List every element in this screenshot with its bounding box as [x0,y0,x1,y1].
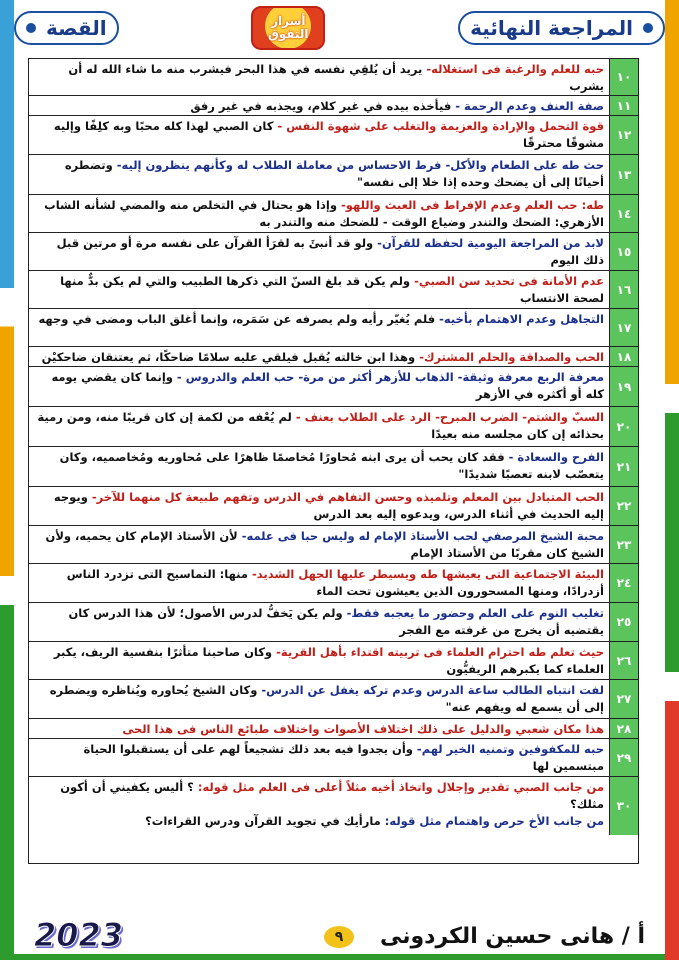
row-number: ٢٦ [609,642,638,679]
row-number: ٢٠ [609,407,638,446]
row-content [29,309,609,346]
table-row [29,116,638,155]
row-number: ١٨ [609,347,638,366]
row-number: ١٤ [609,195,638,232]
answer-highlight: تغليب النوم على العلم وحضور ما يعجبه فقط- [346,606,604,620]
row-content [29,347,609,366]
table-row [29,447,638,487]
row-content [29,407,609,446]
row-content [29,603,609,641]
left-decorative-stripe [0,0,14,960]
publisher-logo [251,6,325,50]
evidence-text: فلم يُغيّر رأيه ولم يصرفه عن سَمَره، وإنما أغلق الباب ومضى في وجهه [38,312,440,326]
table-row [29,155,638,195]
section-title: المراجعة النهائية [470,16,633,40]
row-number: ٢٣ [609,526,638,563]
row-number: ١٥ [609,233,638,270]
table-row [29,309,638,347]
evidence-text: وتضطره أحيانًا إلى أن يضحك وحده إذا خلا إلى نفسه" [64,158,604,189]
answer-highlight: الفرح والسعادة - [508,450,604,464]
page-footer [14,910,665,954]
row-number: ١٩ [609,367,638,406]
row-number: ٢٩ [609,739,638,776]
evidence-text: ولم يكن قد بلغ السنّ التي ذكرها الطبيب والتي لم يكن بدٌّ منها لصحة الانتساب [60,274,604,305]
evidence-text: ؟ أليس يكفيني أن أكون مثلك؟ [60,780,604,811]
row-content [29,271,609,308]
row-number: ٢٥ [609,603,638,641]
row-number: ١٦ [609,271,638,308]
author-name: أ / هانى حسين الكردونى [379,924,645,949]
table-row [29,367,638,407]
answer-highlight: حبه للعلم والرغبة فى استغلاله- [426,62,604,76]
bullet-icon [643,23,653,33]
evidence-text: ولم يكن يَخفُّ لدرس الأصول؛ لأن هذا الدرس كان يقتضيه أن يخرج من غرفته مع الفجر [68,606,604,637]
row-content [29,719,609,738]
evidence-text: ولو قد أنبئَ به لقرَأ القرآن على نفسه مرة أو مرتين قبل ذلك اليوم [56,236,604,267]
subject-title: القصة [46,16,107,40]
header-left-title [14,11,119,45]
answer-highlight: التجاهل وعدم الاهتمام بأخيه- [439,312,604,326]
table-row [29,271,638,309]
row-content [29,155,609,194]
row-content [29,564,609,602]
table-row [29,347,638,367]
bullet-icon [26,23,36,33]
table-row [29,564,638,603]
year-badge: 2023 [34,916,124,954]
answer-highlight: حث طه على الطعام والأكل- فرط الاحساس من معاملة الطلاب له وكأنهم ينظرون إليه- [116,158,604,172]
evidence-text: وكان صاحبنا متأثرًا بنفسية الريف، يكبر العلماء كما يكبرهم الريفيُّون [53,645,604,676]
evidence-text: وإذا هو يحتال في التخلص منه والمضي لشأنه الشاب الأزهري: الضحك والتندر وضياع الوقت - للضحك منه والتندر به [44,198,604,229]
row-number: ١٢ [609,116,638,154]
answer-highlight: الحب المتبادل بين المعلم وتلميذه وحسن التفاهم في الدرس وتفهم طبيعة كل منهما للآخر- [91,490,604,504]
table-row [29,777,638,835]
row-content [29,367,609,406]
row-number: ٣٠ [609,777,638,835]
row-number: ١٣ [609,155,638,194]
evidence-text: وكان الشيخ يُحاوره ويُناظره ويضطره إلى أن يسمع له ويفهم عنه" [49,683,604,714]
evidence-text: مارأيك في تجويد القرآن ودرس القراءات؟ [145,814,385,828]
row-number: ٢٤ [609,564,638,602]
answer-highlight: محبة الشيخ المرصفي لحب الأستاذ الإمام له وليس حبا فى علمه- [241,529,604,543]
row-content [29,195,609,232]
row-number: ١٧ [609,309,638,346]
evidence-text: فيأخذه بيده في غير كلام، ويجذبه في غير رفق [190,99,456,113]
evidence-text: منها: التماسيح التى تزدرد الناس أزدرادًا، ومنها المسحورون الذين يعيشون تحت الماء [66,567,604,598]
answer-highlight: من جانب الصبي تقدير وإجلال واتخاذ أخيه مثلاً أعلى فى العلم مثل قوله: [197,780,604,794]
table-row [29,487,638,526]
answer-highlight: السبّ والشتم- الضرب المبرح- الرد على الطلاب بعنف - [295,410,604,424]
answer-highlight: حيث تعلم طه احترام العلماء فى تربيته اقتداء بأهل القرية- [276,645,604,659]
evidence-text: فقد كان يحب أن يرى ابنه مُحاورًا مُخاصمًا ظاهرًا على مُحاوريه ومُخاصميه، وكان يتعصّب لابنه تعصبًا شديدًا" [59,450,604,481]
row-number: ١٠ [609,59,638,95]
row-number: ٢٢ [609,487,638,525]
table-row [29,59,638,96]
answer-highlight: البيئة الاجتماعية التى يعيشها طه ويسيطر عليها الجهل الشديد- [251,567,604,581]
bottom-decorative-bar [14,954,665,960]
logo-text-2: التفوق [268,27,309,41]
table-row [29,96,638,116]
table-row [29,719,638,739]
row-content [29,447,609,486]
row-content [29,116,609,154]
header-right-title [458,11,665,45]
row-content [29,96,609,115]
table-row [29,680,638,719]
answer-highlight: عدم الأمانة فى تحديد سن الصبي- [414,274,604,288]
answer-highlight: طه: حب العلم وعدم الإفراط فى العبث واللهو- [341,198,604,212]
table-row [29,603,638,642]
row-content [29,642,609,679]
answer-highlight: لابد من المراجعة اليومية لحفظه للقرآن- [377,236,604,250]
row-content [29,777,609,835]
answer-highlight: قوة التحمل والإرادة والعزيمة والتغلب على شهوة النفس - [277,119,604,133]
row-content [29,59,609,95]
answer-highlight: معرفة الربع معرفة وثيقة- الذهاب للأزهر أكثر من مرة- حب العلم والدروس - [176,370,604,384]
evidence-text: لم يُعْفه من لكمة إن كان قريبًا منه، ومن رمية بحذائه إن كان مجلسه منه بعيدًا [37,410,604,441]
logo-text-1: أسرار [271,14,306,28]
row-content [29,680,609,718]
answer-highlight: الحب والصداقة والحلم المشترك- [419,350,604,364]
right-decorative-stripe [665,0,679,960]
page-header [14,8,665,48]
row-content [29,739,609,776]
row-content [29,526,609,563]
answer-highlight: حبه للمكفوفين وتمنيه الخير لهم- [416,742,604,756]
evidence-text: وهذا ابن خالته يُقبل فيلقي عليه سلامًا ضاحكًا، ثم يعتنقان ضاحكيْن [41,350,420,364]
answer-highlight: من جانب الأخ حرص واهتمام مثل قوله: [384,814,604,828]
evidence-text: يريد أن يُلقِي نفسه في هذا البحر فيشرب منه ما شاء الله له أن يشرب [68,62,604,93]
row-number: ١١ [609,96,638,115]
table-row [29,642,638,680]
table-row [29,526,638,564]
row-content [29,487,609,525]
table-row [29,233,638,271]
row-number: ٢٨ [609,719,638,738]
evidence-text: ويوجه إليه الحديث في أثناء الدرس، ويدعوه إليه بعد الدرس [53,490,604,521]
answer-highlight: لفت انتباه الطالب ساعة الدرس وعدم تركه يغفل عن الدرس- [261,683,604,697]
row-content [29,233,609,270]
evidence-text: كان الصبي لهذا كله محبًا وبه كلِفًا وإليه مشوقًا محترقًا [53,119,604,150]
evidence-text: وإنما كان يقضي يومه كله أو أكثره في الأزهر [51,370,604,401]
table-row [29,739,638,777]
row-number: ٢٧ [609,680,638,718]
review-table [28,58,639,864]
answer-highlight: صفة العنف وعدم الرحمة - [455,99,604,113]
row-number: ٢١ [609,447,638,486]
evidence-text: وأن يجدوا فيه بعد ذلك تشجيعاً لهم على أن يستقبلوا الحياة مبتسمين لها [83,742,604,773]
page-number: ٩ [324,926,354,948]
evidence-text: لأن الأستاذ الإمام كان يحميه، ولأن الشيخ كان مقربًا من الأستاذ الإمام [45,529,604,560]
table-row [29,407,638,447]
answer-highlight: هذا مكان شعبي والدليل على ذلك اختلاف الأصوات واختلاف طبائع الناس فى هذا الحى [122,722,604,736]
table-row [29,195,638,233]
